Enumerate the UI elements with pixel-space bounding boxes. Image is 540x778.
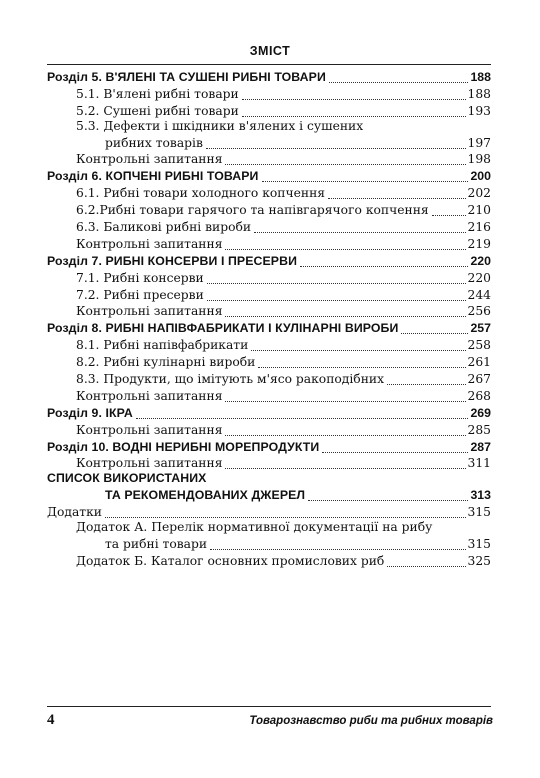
toc-entry-page: 193	[467, 103, 491, 118]
toc-entry-page: 315	[467, 505, 491, 520]
toc-entry-title: 7.1. Рибні консерви	[76, 270, 204, 285]
toc-entry-title: Додаток А. Перелік нормативної документації на рибу	[76, 520, 433, 535]
toc-dot-leader	[207, 282, 466, 284]
toc-dot-leader	[242, 98, 466, 100]
toc-entry-page: 200	[470, 169, 491, 184]
toc-entry[interactable]	[47, 387, 491, 404]
toc-entry-page: 202	[467, 186, 491, 201]
toc-dot-leader	[254, 231, 465, 233]
toc-dot-leader	[387, 383, 465, 385]
toc-dot-leader	[136, 417, 469, 419]
toc-entry-title: 5.1. В'ялені рибні товари	[76, 86, 239, 101]
toc-entry-title: СПИСОК ВИКОРИСТАНИХ	[47, 471, 207, 486]
toc-entry[interactable]	[47, 102, 491, 119]
toc-dot-leader	[206, 147, 466, 149]
toc-entry-title: Розділ 6. КОПЧЕНІ РИБНІ ТОВАРИ	[47, 169, 259, 184]
toc-entry-title: Розділ 9. ІКРА	[47, 405, 133, 420]
toc-entry-page: 188	[470, 69, 491, 84]
toc-dot-leader	[225, 163, 465, 165]
toc-entry-title: 8.2. Рибні кулінарні вироби	[76, 355, 256, 370]
toc-entry[interactable]	[47, 552, 491, 569]
toc-entry-page: 325	[467, 554, 491, 569]
toc-entry[interactable]	[47, 370, 491, 387]
toc-entry-page: 198	[467, 152, 491, 167]
toc-entry-title: Додатки	[47, 505, 102, 520]
toc-entry[interactable]	[47, 85, 491, 102]
toc-dot-leader	[300, 265, 468, 267]
toc-entry-page: 268	[467, 388, 491, 403]
toc-dot-leader	[322, 451, 468, 453]
toc-entry-title: Контрольні запитання	[76, 236, 223, 251]
toc-entry-page: 261	[467, 355, 491, 370]
toc-section-entry[interactable]	[47, 167, 491, 184]
toc-dot-leader	[225, 434, 465, 436]
toc-dot-leader	[258, 366, 465, 368]
toc-entry[interactable]	[47, 269, 491, 286]
toc-entry-page: 188	[467, 86, 491, 101]
toc-dot-leader	[251, 349, 465, 351]
toc-entry[interactable]	[47, 218, 491, 235]
footer-page-number: 4	[47, 712, 55, 728]
toc-entry[interactable]	[47, 455, 491, 472]
toc-entry-page: 257	[470, 321, 491, 336]
toc-entry-page: 256	[467, 304, 491, 319]
toc-entry-page: 197	[467, 135, 491, 150]
toc-dot-leader	[207, 299, 466, 301]
toc-dot-leader	[308, 499, 468, 501]
toc-entry-title: Розділ 8. РИБНІ НАПІВФАБРИКАТИ І КУЛІНАРНІ ВИРОБИ	[47, 321, 399, 336]
toc-entry-title: ТА РЕКОМЕНДОВАНИХ ДЖЕРЕЛ	[105, 488, 306, 503]
toc-entry-title: 8.3. Продукти, що імітують м'ясо ракоподібних	[76, 372, 385, 387]
toc-dot-leader	[387, 565, 465, 567]
toc-entry-title: 6.2.Рибні товари гарячого та напівгарячого копчення	[76, 203, 429, 218]
toc-entry-page: 315	[467, 537, 491, 552]
toc-entry-title: та рибні товари	[105, 537, 208, 552]
toc-dot-leader	[105, 516, 466, 518]
toc-section-entry[interactable]	[47, 438, 491, 455]
toc-dot-leader	[210, 548, 465, 550]
toc-entry-title: Розділ 5. В'ЯЛЕНІ ТА СУШЕНІ РИБНІ ТОВАРИ	[47, 69, 326, 84]
toc-entry-title: 7.2. Рибні пресерви	[76, 287, 204, 302]
toc-entry-page: 219	[467, 236, 491, 251]
toc-entry[interactable]	[47, 235, 491, 252]
page-title: ЗМІСТ	[249, 44, 291, 58]
toc-section-entry[interactable]	[47, 319, 491, 336]
toc-entry-title: Контрольні запитання	[76, 152, 223, 167]
toc-section-entry[interactable]	[47, 252, 491, 269]
toc-entry[interactable]	[47, 535, 491, 552]
toc-entry-page: 269	[470, 405, 491, 420]
toc-dot-leader	[225, 400, 465, 402]
toc-entry-page: 244	[467, 287, 491, 302]
toc-entry[interactable]	[47, 119, 491, 134]
toc-entry[interactable]	[47, 421, 491, 438]
toc-entry-title: Контрольні запитання	[76, 422, 223, 437]
toc-entry[interactable]	[47, 303, 491, 320]
footer-book-title: Товарознавство риби та рибних товарів	[249, 715, 493, 727]
toc-entry-page: 216	[467, 220, 491, 235]
toc-entry-title: рибних товарів	[105, 135, 203, 150]
toc-section-entry[interactable]	[47, 471, 491, 486]
footer-rule	[47, 706, 491, 707]
toc-dot-leader	[225, 315, 465, 317]
toc-entry[interactable]	[47, 201, 491, 218]
toc-entry[interactable]	[47, 134, 491, 151]
toc-entry-title: Додаток Б. Каталог основних промислових риб	[76, 554, 385, 569]
table-of-contents	[47, 68, 491, 569]
toc-section-entry[interactable]	[47, 68, 491, 85]
toc-entry-page: 220	[467, 270, 491, 285]
toc-entry-page: 285	[467, 422, 491, 437]
toc-entry[interactable]	[47, 353, 491, 370]
header-rule	[47, 64, 491, 65]
toc-entry[interactable]	[47, 520, 491, 535]
toc-dot-leader	[225, 467, 465, 469]
toc-entry-page: 220	[470, 253, 491, 268]
toc-dot-leader	[328, 197, 465, 199]
toc-entry-title: 6.3. Баликові рибні вироби	[76, 220, 252, 235]
toc-section-entry[interactable]	[47, 486, 491, 503]
toc-entry-page: 258	[467, 338, 491, 353]
toc-entry-title: Контрольні запитання	[76, 304, 223, 319]
toc-dot-leader	[329, 81, 469, 83]
toc-dot-leader	[225, 248, 465, 250]
toc-entry-title: 8.1. Рибні напівфабрикати	[76, 338, 249, 353]
toc-entry-title: 6.1. Рибні товари холодного копчення	[76, 186, 326, 201]
toc-entry-page: 311	[467, 456, 491, 471]
toc-entry-title: 5.2. Сушені рибні товари	[76, 103, 239, 118]
toc-dot-leader	[432, 214, 466, 216]
toc-dot-leader	[401, 332, 468, 334]
toc-entry[interactable]	[47, 286, 491, 303]
toc-entry-page: 287	[470, 439, 491, 454]
toc-entry[interactable]	[47, 503, 491, 520]
toc-entry-page: 210	[467, 203, 491, 218]
toc-section-entry[interactable]	[47, 404, 491, 421]
toc-entry-title: Контрольні запитання	[76, 388, 223, 403]
toc-dot-leader	[242, 115, 466, 117]
toc-entry-title: Розділ 7. РИБНІ КОНСЕРВИ І ПРЕСЕРВИ	[47, 253, 298, 268]
toc-entry[interactable]	[47, 184, 491, 201]
toc-entry-page: 267	[467, 372, 491, 387]
toc-entry-title: Контрольні запитання	[76, 456, 223, 471]
toc-entry-title: Розділ 10. ВОДНІ НЕРИБНІ МОРЕПРОДУКТИ	[47, 439, 320, 454]
toc-entry[interactable]	[47, 151, 491, 168]
toc-entry[interactable]	[47, 336, 491, 353]
toc-entry-page: 313	[470, 488, 491, 503]
toc-dot-leader	[262, 180, 469, 182]
toc-entry-title: 5.3. Дефекти і шкідники в'ялених і сушених	[76, 118, 364, 133]
